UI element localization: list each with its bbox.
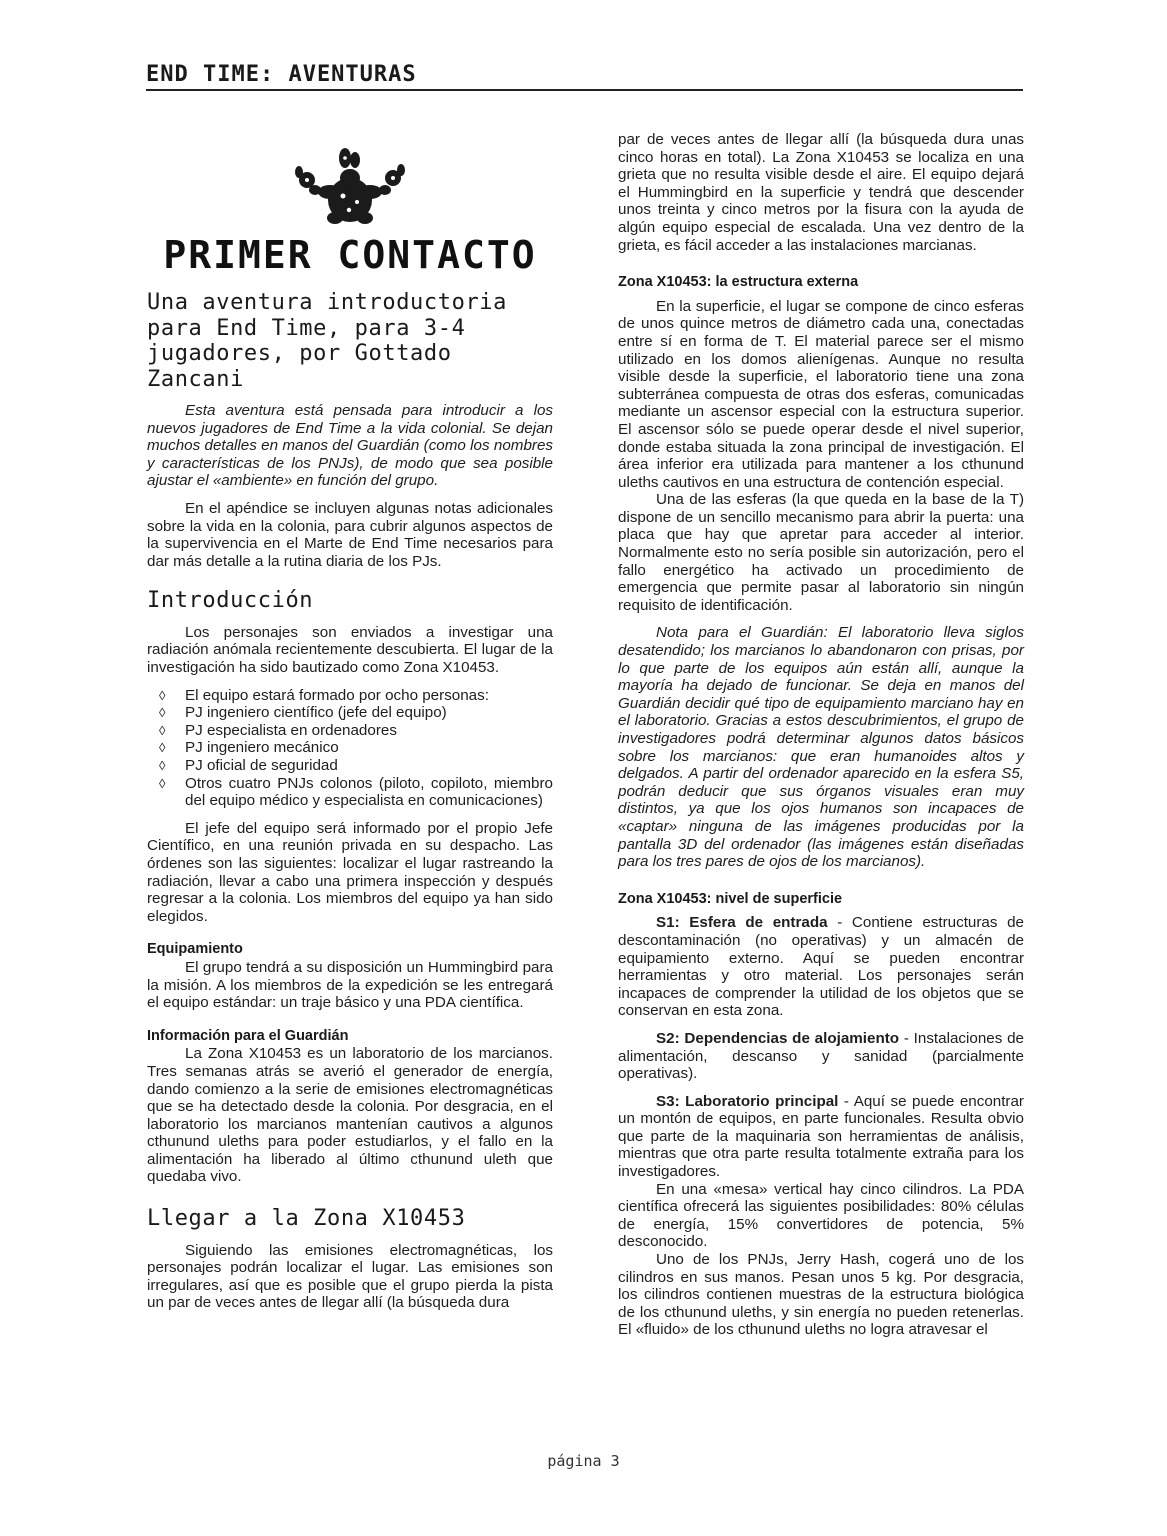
subheading-nivel-superficie: Zona X10453: nivel de superficie xyxy=(618,890,843,907)
team-list xyxy=(147,687,553,810)
running-header: END TIME: AVENTURAS xyxy=(146,62,417,87)
s2-paragraph: S2: Dependencias de alojamiento - Instalaciones de alimentación, descanso y sanidad (parcialmente operativas). xyxy=(618,1029,1024,1083)
s2-label: S2: Dependencias de alojamiento xyxy=(656,1029,900,1047)
equipamiento-paragraph: El grupo tendrá a su disposición un Hummingbird para la misión. A los miembros de la expedición se les entregará el equipo estándar: un traje básico y una PDA científica. xyxy=(147,958,553,1012)
intro-paragraph: En el apéndice se incluyen algunas notas adicionales sobre la vida en la colonia, para cubrir algunos aspectos de la supervivencia en el Marte de End Time necesarios para dar más detalle a la rutina diaria de los PJs. xyxy=(147,499,553,570)
right-column xyxy=(618,131,1024,1339)
page-number: página 3 xyxy=(547,1452,620,1470)
diamond-bullet-icon: ◊ xyxy=(159,775,166,791)
intro-italic-paragraph: Esta aventura está pensada para introducir a los nuevos jugadores de End Time a la vida colonial. Se dejan muchos detalles en manos del Guardián (como los nombres y características de los PNJs), de modo que sea posible ajustar el «ambiente» en función del grupo. xyxy=(147,402,553,490)
llegar-paragraph: Siguiendo las emisiones electromagnéticas, los personajes podrán localizar el lugar. Las emisiones son irregulares, así que es posible que el grupo pierda la pista un par de veces antes de llegar allí (la búsqueda dura xyxy=(147,1241,553,1312)
diamond-bullet-icon: ◊ xyxy=(159,722,166,738)
guardian-note-paragraph: Nota para el Guardián: El laboratorio lleva siglos desatendido; los marcianos lo abandonaron con prisas, por lo que parte de los equipos aún están allí, aunque la mayoría ha dejado de funcionar. Se deja en manos del Guardián decidir qué tipo de equipamiento marciano hay en el laboratorio. Gracias a estos descubrimientos, el grupo de investigadores podrá determinar algunos datos básicos sobre los marcianos: que eran humanoides altos y delgados. A partir del ordenador aparecido en la esfera S5, podrán deducir que sus órganos visuales eran muy distintos, ya que los ojos humanos son incapaces de «captar» ninguna de las imágenes producidas por la pantalla 3D del ordenador (las imágenes están diseñadas para los tres pares de ojos de los marcianos). xyxy=(618,624,1024,871)
art-container xyxy=(147,130,553,230)
subheading-info-guardian: Información para el Guardián xyxy=(147,1027,349,1044)
left-column xyxy=(147,130,553,1312)
continued-paragraph: par de veces antes de llegar allí (la búsqueda dura unas cinco horas en total). La Zona X10453 se localiza en una grieta que no resulta visible desde el aire. El equipo dejará el Hummingbird en la superficie y tendrá que descender unos treinta y cinco metros por la fisura con la ayuda de algún equipo especial de escalada. Una vez dentro de la grieta, es fácil acceder a las instalaciones marcianas. xyxy=(618,131,1024,254)
s3-label: S3: Laboratorio principal xyxy=(656,1092,839,1110)
section-heading-llegar: Llegar a la Zona X10453 xyxy=(147,1206,466,1232)
adventure-subtitle: Una aventura introductoria para End Time, para 3-4 jugadores, por Gottado Zancani xyxy=(147,290,507,392)
list-item: ◊ PJ especialista en ordenadores xyxy=(159,721,397,739)
externa-paragraph-1: En la superficie, el lugar se compone de cinco esferas de unos quince metros de diámetro cada una, conectadas entre sí en forma de T. El material parece ser el mismo utilizado en los domos alienígenas. Aunque no resulta visible desde la superficie, el laboratorio tiene una zona subterránea compuesta de otras dos esferas, comunicadas mediante un ascensor especial con la estructura superior. El ascensor sólo se puede operar desde el nivel superior, donde estaba situada la zona principal de investigación. El área inferior era utilizada para mantener a los cthunund uleths cautivos en una estructura de contención especial. xyxy=(618,297,1024,491)
subheading-estructura-externa: Zona X10453: la estructura externa xyxy=(618,274,859,291)
list-item: ◊ El equipo estará formado por ocho personas: xyxy=(159,686,489,704)
externa-paragraph-2: Una de las esferas (la que queda en la base de la T) dispone de un sencillo mecanismo para abrir la puerta: una placa que hay que apretar para acceder al interior. Normalmente esto no sería posible sin autorización, pero el fallo energético ha activado un procedimiento de emergencia que permite pasar al laboratorio sin ningún requisito de identificación. xyxy=(618,491,1024,614)
subheading-equipamiento: Equipamiento xyxy=(147,941,243,958)
info-guardian-paragraph: La Zona X10453 es un laboratorio de los marcianos. Tres semanas atrás se averió el generador de energía, dando comienzo a la serie de emisiones electromagnéticas que se ha detectado desde la colonia. Por desgracia, en el laboratorio los marcianos mantenían cautivos a algunos cthunund uleths para poder estudiarlos, y el fallo en la alimentación ha liberado al último cthunund uleth que quedaba vivo. xyxy=(147,1045,553,1186)
list-item: ◊ PJ ingeniero científico (jefe del equipo) xyxy=(159,704,447,722)
list-item: ◊ PJ ingeniero mecánico xyxy=(159,739,339,757)
diamond-bullet-icon: ◊ xyxy=(159,687,166,703)
adventure-title: PRIMER CONTACTO xyxy=(163,233,537,277)
alien-creature-illustration xyxy=(285,130,415,230)
introduccion-paragraph-2: El jefe del equipo será informado por el propio Jefe Científico, en una reunión privada en su despacho. Las órdenes son las siguientes: localizar el lugar rastreando la radiación, llevar a cabo una primera inspección y después regresar a la colonia. Los miembros del equipo ya han sido elegidos. xyxy=(147,819,553,925)
list-item: ◊ Otros cuatro PNJs colonos (piloto, copiloto, miembro del equipo médico y especialista en comunicaciones) xyxy=(159,774,553,810)
list-item: ◊ PJ oficial de seguridad xyxy=(159,757,338,774)
s1-paragraph: S1: Esfera de entrada - Contiene estructuras de descontaminación (no operativas) y un almacén de equipamiento externo. Aquí se pueden encontrar herramientas y otro material. Los personajes serán incapaces de comprender la utilidad de los objetos que se conservan en esta zona. xyxy=(618,914,1024,1020)
diamond-bullet-icon: ◊ xyxy=(159,740,166,756)
introduccion-paragraph-1: Los personajes son enviados a investigar una radiación anómala recientemente descubierta. El lugar de la investigación ha sido bautizado como Zona X10453. xyxy=(147,623,553,677)
jerry-paragraph: Uno de los PNJs, Jerry Hash, cogerá uno de los cilindros en sus manos. Pesan unos 5 kg. Por desgracia, los cilindros contienen muestras de la estructura biológica de los cthunund uleths, y sin energía no pueden retenerlas. El «fluido» de los cthunund uleths no logra atravesar el xyxy=(618,1251,1024,1339)
diamond-bullet-icon: ◊ xyxy=(159,758,166,773)
section-heading-introduccion: Introducción xyxy=(147,588,314,614)
header-rule xyxy=(146,89,1023,91)
mesa-paragraph: En una «mesa» vertical hay cinco cilindros. La PDA científica ofrecerá las siguientes posibilidades: 80% células de energía, 15% convertidores de potencia, 5% desconocido. xyxy=(618,1180,1024,1251)
diamond-bullet-icon: ◊ xyxy=(159,705,166,721)
s3-paragraph: S3: Laboratorio principal - Aquí se puede encontrar un montón de equipos, en parte funcionales. Resulta obvio que parte de la maquinaria son herramientas de análisis, mientras que otra parte resulta totalmente extraña para los investigadores. xyxy=(618,1092,1024,1181)
s1-label: S1: Esfera de entrada xyxy=(656,914,828,932)
